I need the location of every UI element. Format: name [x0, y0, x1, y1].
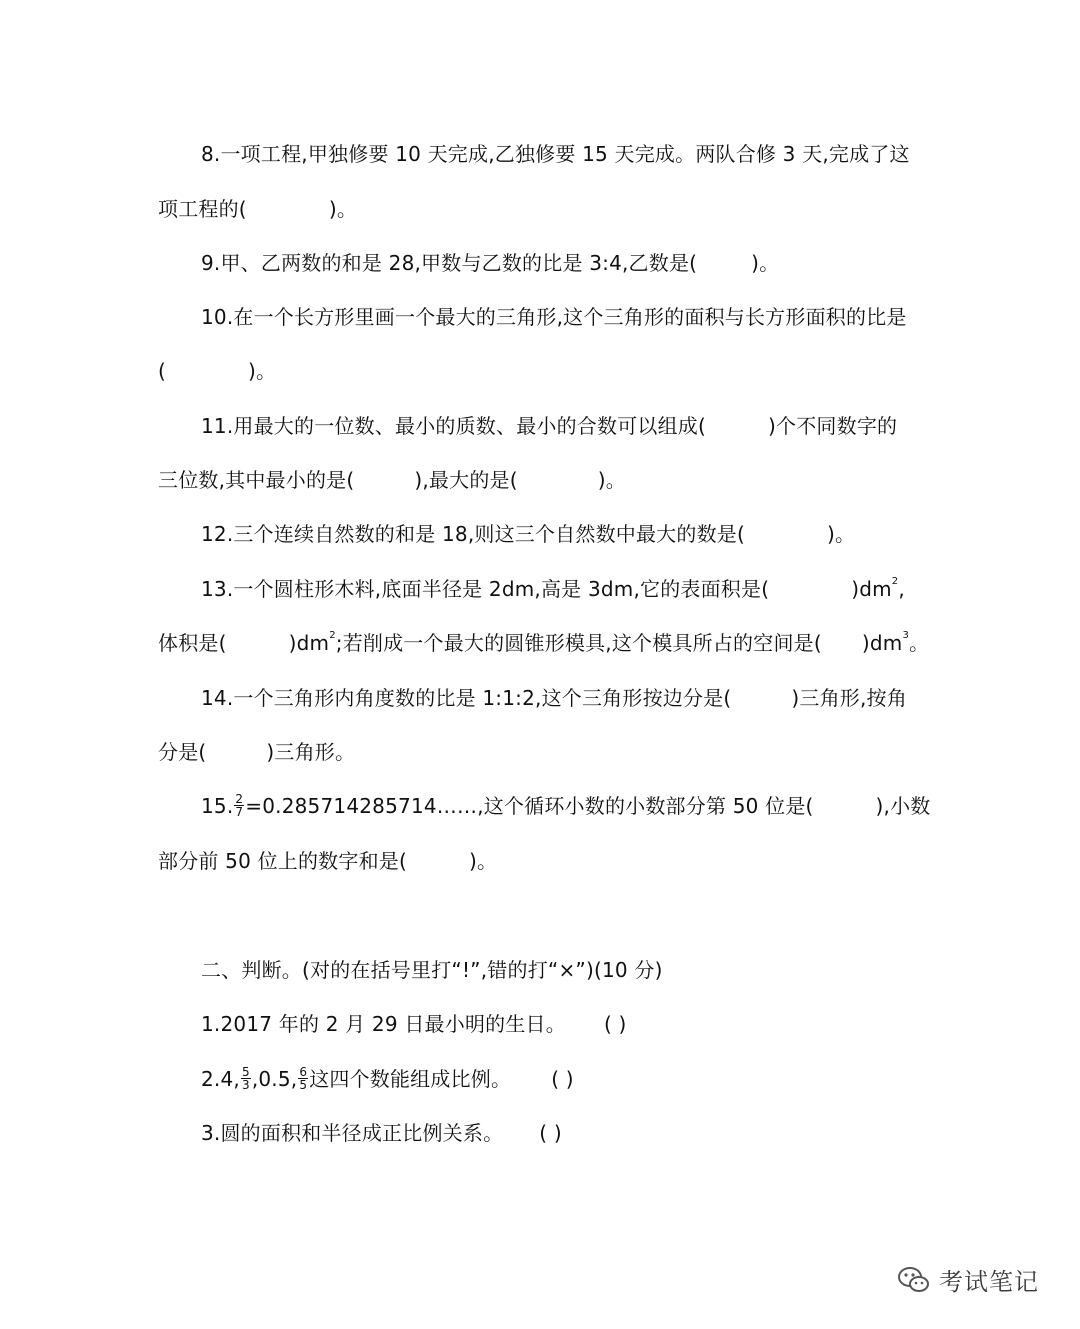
q11-text-2a: 三位数,其中最小的是(	[158, 468, 355, 492]
q11-text-2b: ),最大的是(	[414, 468, 518, 492]
fraction-numerator: 6	[299, 1065, 308, 1079]
q11-text-1a: 11.用最大的一位数、最小的质数、最小的合数可以组成(	[201, 414, 707, 438]
q8-text: 8.一项工程,甲独修要 10 天完成,乙独修要 15 天完成。两队合修 3 天,完成了这	[201, 142, 910, 166]
q10-line2	[158, 357, 276, 385]
fraction-denominator: 3	[241, 1078, 250, 1092]
judge-answer-paren[interactable]: ( )	[551, 1067, 574, 1091]
unit-exponent: 2	[891, 576, 899, 588]
fraction-numerator: 5	[241, 1065, 250, 1079]
judge-heading-text: 二、判断。(对的在括号里打“!”,错的打“×”)(10 分)	[201, 958, 663, 982]
q15-text-2b: )。	[468, 849, 498, 873]
judge-item-2-text-c: 这四个数能组成比例。	[309, 1067, 512, 1091]
q10-text: 10.在一个长方形里画一个最大的三角形,这个三角形的面积与长方形面积的比是	[201, 305, 907, 329]
q11-line2	[158, 466, 626, 494]
fraction-numerator: 2	[235, 792, 244, 806]
q15-text-2a: 部分前 50 位上的数字和是(	[158, 849, 407, 873]
q10-line1	[201, 303, 907, 331]
section-heading-judge	[201, 956, 663, 984]
judge-answer-paren[interactable]: ( )	[539, 1121, 562, 1145]
judge-item-1-text: 1.2017 年的 2 月 29 日最小明的生日。	[201, 1012, 566, 1036]
judge-item-2-text-a: 2.4,	[201, 1067, 240, 1091]
q13-text-2d: )dm	[861, 631, 903, 655]
judge-item-3	[201, 1119, 562, 1147]
q15-line1	[201, 792, 931, 820]
watermark	[897, 1262, 1039, 1297]
fraction	[234, 793, 244, 818]
q13-text-2c: ;若削成一个最大的圆锥形模具,这个模具所占的空间是(	[335, 631, 822, 655]
q13-text-1b: )dm	[851, 577, 892, 601]
q14-text-1b: )三角形,按角	[791, 686, 907, 710]
q10-text-2a: (	[158, 359, 167, 383]
q9-text-b: )。	[751, 251, 780, 275]
judge-item-2-text-b: ,0.5,	[251, 1067, 298, 1091]
unit-exponent: 2	[329, 630, 336, 642]
q13-text-2a: 体积是(	[158, 631, 227, 655]
fraction	[241, 1066, 251, 1091]
q8-text-2a: 项工程的(	[158, 197, 247, 221]
q10-text-2b: )。	[248, 359, 277, 383]
fraction	[298, 1066, 308, 1091]
judge-item-3-text: 3.圆的面积和半径成正比例关系。	[201, 1121, 504, 1145]
q14-text-1a: 14.一个三角形内角度数的比是 1:1:2,这个三角形按边分是(	[201, 686, 732, 710]
q12-line	[201, 520, 855, 548]
q13-line2	[158, 629, 929, 657]
q13-text-1a: 13.一个圆柱形木料,底面半径是 2dm,高是 3dm,它的表面积是(	[201, 577, 770, 601]
judge-item-2	[201, 1065, 574, 1093]
q12-text-b: )。	[826, 522, 856, 546]
q14-text-2a: 分是(	[158, 740, 207, 764]
wechat-icon	[897, 1265, 931, 1295]
q8-line2	[158, 195, 357, 223]
q15-prefix: 15.	[201, 794, 234, 818]
q13-text-1c: ,	[898, 577, 905, 601]
q8-text-2b: )。	[328, 197, 358, 221]
fraction-denominator: 7	[235, 805, 244, 819]
watermark-text: 考试笔记	[939, 1268, 1039, 1296]
q13-text-2b: )dm	[288, 631, 330, 655]
q13-line1	[201, 575, 905, 603]
q11-text-1b: )个不同数字的	[768, 414, 898, 438]
fraction-denominator: 5	[299, 1078, 308, 1092]
q8-line1	[201, 140, 910, 168]
q15-line2	[158, 847, 497, 875]
q14-line2	[158, 738, 355, 766]
q13-text-2e: 。	[909, 631, 930, 655]
judge-item-1	[201, 1010, 627, 1038]
q12-text-a: 12.三个连续自然数的和是 18,则这三个自然数中最大的数是(	[201, 522, 745, 546]
q9-text-a: 9.甲、乙两数的和是 28,甲数与乙数的比是 3:4,乙数是(	[201, 251, 698, 275]
q11-text-2c: )。	[597, 468, 626, 492]
q14-line1	[201, 684, 907, 712]
q11-line1	[201, 412, 897, 440]
unit-exponent: 3	[902, 630, 910, 642]
q9-line	[201, 249, 779, 277]
q15-text-1b: ),小数	[875, 794, 931, 818]
q15-text-1a: =0.285714285714……,这个循环小数的小数部分第 50 位是(	[245, 794, 814, 818]
q14-text-2b: )三角形。	[266, 740, 356, 764]
judge-answer-paren[interactable]: ( )	[603, 1012, 627, 1036]
